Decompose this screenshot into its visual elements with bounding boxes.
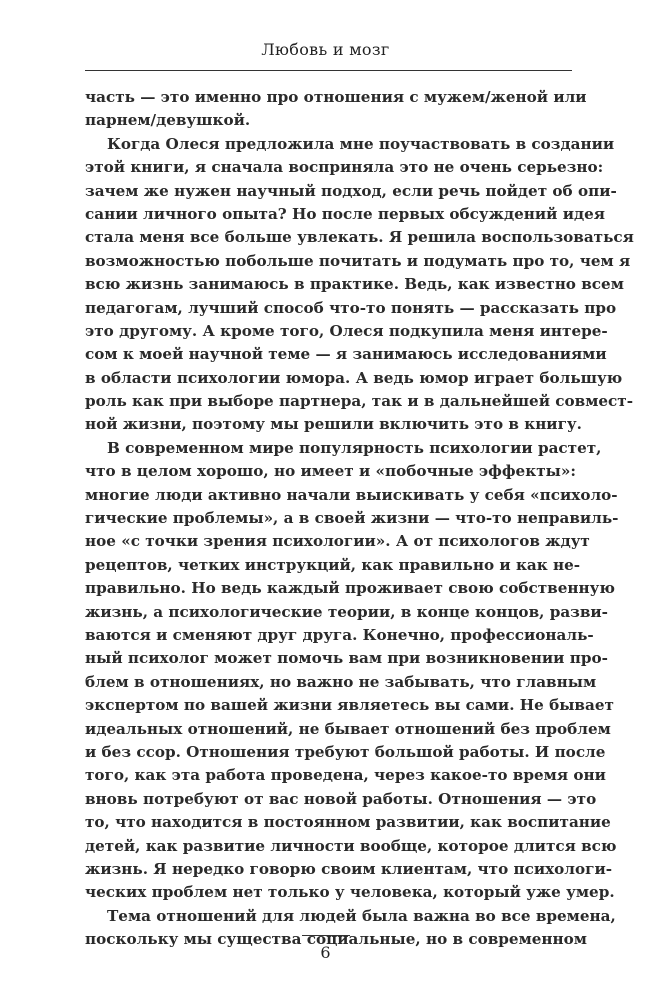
text-line: педагогам, лучший способ что-то понять — рассказать про bbox=[85, 298, 617, 317]
text-line: ное «с точки зрения психологии». А от психологов ждут bbox=[85, 532, 590, 551]
text-line: блем в отношениях, но важно не забывать, что главным bbox=[85, 672, 597, 691]
page-number: 6 bbox=[320, 943, 331, 962]
text-line: детей, как развитие личности вообще, которое длится всю bbox=[85, 836, 617, 855]
text-line: сом к моей научной теме — я занимаюсь исследованиями bbox=[85, 345, 607, 364]
paragraph bbox=[85, 437, 619, 905]
paragraph bbox=[85, 86, 587, 133]
header-rule bbox=[85, 70, 572, 71]
text-line: ваются и сменяют друг друга. Конечно, профессиональ- bbox=[85, 625, 594, 644]
text-line: часть — это именно про отношения с мужем/женой или bbox=[85, 88, 587, 106]
text-line: поскольку мы существа социальные, но в современном bbox=[85, 930, 587, 949]
text-line: стала меня все больше увлекать. Я решила воспользоваться bbox=[85, 228, 634, 247]
text-line: жизнь, а психологические теории, в конце концов, разви- bbox=[85, 602, 608, 621]
footer-rule bbox=[302, 935, 350, 936]
text-line: то, что находится в постоянном развитии, как воспитание bbox=[85, 813, 611, 832]
text-line: роль как при выборе партнера, так и в дальнейшей совмест- bbox=[85, 392, 634, 411]
text-line: правильно. Но ведь каждый проживает свою собственную bbox=[85, 579, 615, 598]
text-line: ческих проблем нет только у человека, который уже умер. bbox=[85, 883, 615, 902]
text-line: Тема отношений для людей была важна во все времена, bbox=[107, 906, 616, 925]
text-line: Когда Олеся предложила мне поучаствовать в создании bbox=[107, 134, 615, 153]
running-head-title: Любовь и мозг bbox=[261, 40, 390, 59]
text-line: зачем же нужен научный подход, если речь пойдет об опи- bbox=[85, 181, 617, 200]
text-line: ной жизни, поэтому мы решили включить это в книгу. bbox=[85, 415, 582, 434]
text-line: того, как эта работа проведена, через какое-то время они bbox=[85, 766, 606, 785]
text-line: этой книги, я сначала восприняла это не очень серьезно: bbox=[85, 158, 604, 177]
text-line: всю жизнь занимаюсь в практике. Ведь, как известно всем bbox=[85, 275, 624, 294]
paragraph bbox=[85, 133, 634, 437]
text-line: экспертом по вашей жизни являетесь вы сами. Не бывает bbox=[85, 696, 614, 715]
text-line: в области психологии юмора. А ведь юмор играет большую bbox=[85, 368, 623, 387]
text-line: возможностью побольше почитать и подумать про то, чем я bbox=[85, 251, 631, 270]
text-line: жизнь. Я нередко говорю своим клиентам, что психологи- bbox=[85, 859, 613, 878]
text-line: это другому. А кроме того, Олеся подкупила меня интере- bbox=[85, 321, 608, 340]
text-line: рецептов, четких инструкций, как правильно и как не- bbox=[85, 555, 581, 574]
text-line: многие люди активно начали выискивать у себя «психоло- bbox=[85, 485, 618, 504]
text-line: гические проблемы», а в своей жизни — что-то неправиль- bbox=[85, 509, 619, 528]
text-line: парнем/девушкой. bbox=[85, 111, 251, 130]
text-line: что в целом хорошо, но имеет и «побочные эффекты»: bbox=[85, 462, 576, 481]
text-line: В современном мире популярность психологии растет, bbox=[107, 438, 602, 457]
text-line: ный психолог может помочь вам при возникновении про- bbox=[85, 649, 608, 668]
text-line: сании личного опыта? Но после первых обсуждений идея bbox=[85, 204, 605, 223]
text-line: идеальных отношений, не бывает отношений без проблем bbox=[85, 719, 611, 738]
text-line: вновь потребуют от вас новой работы. Отношения — это bbox=[85, 789, 597, 808]
body-text bbox=[85, 86, 634, 951]
text-line: и без ссор. Отношения требуют большой работы. И после bbox=[85, 742, 606, 761]
